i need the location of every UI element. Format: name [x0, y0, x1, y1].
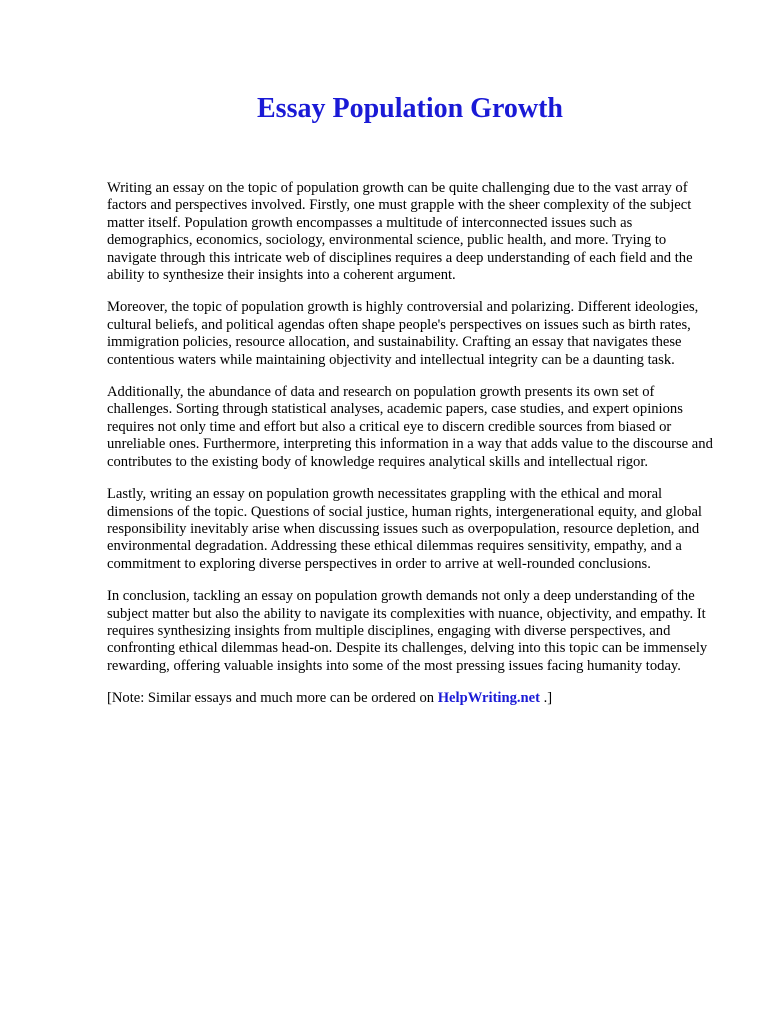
paragraph-3: Additionally, the abundance of data and research on population growth presents its own set of challenges. Sorting through statistical analyses, academic papers, case studies, and expert opinions requires not only time and effort but also a critical eye to discern credible sources from biased or unreliable ones. Furthermore, interpreting this information in a way that adds value to the discourse and contributes to the existing body of knowledge requires analytical skills and intellectual rigor.: [107, 384, 713, 470]
page-title: Essay Population Growth: [257, 93, 563, 124]
paragraph-4: Lastly, writing an essay on population growth necessitates grappling with the ethical and moral dimensions of the topic. Questions of social justice, human rights, intergenerational equity, and global responsibility inevitably arise when discussing issues such as overpopulation, resource depletion, and environmental degradation. Addressing these ethical dilemmas requires sensitivity, empathy, and a commitment to exploring diverse perspectives in order to arrive at well-rounded conclusions.: [107, 486, 702, 572]
paragraph-2: Moreover, the topic of population growth is highly controversial and polarizing. Different ideologies, cultural beliefs, and political agendas often shape people's perspectives on issues such as birth rates, immigration policies, resource allocation, and sustainability. Crafting an essay that navigates these contentious waters while maintaining objectivity and intellectual integrity can be a daunting task.: [107, 299, 699, 368]
note-prefix: [Note: Similar essays and much more can be ordered on: [107, 690, 438, 707]
order-note: [107, 690, 717, 707]
note-suffix: .]: [540, 690, 553, 707]
paragraph-5: In conclusion, tackling an essay on population growth demands not only a deep understanding of the subject matter but also the ability to navigate its complexities with nuance, objectivity, and empathy. It requires synthesizing insights from multiple disciplines, engaging with diverse perspectives, and confronting ethical dilemmas head-on. Despite its challenges, delving into this topic can be immensely rewarding, offering valuable insights into some of the most pressing issues facing humanity today.: [107, 588, 708, 674]
essay-body: [107, 180, 717, 708]
helpwriting-link[interactable]: HelpWriting.net: [437, 690, 540, 707]
paragraph-1: Writing an essay on the topic of population growth can be quite challenging due to the vast array of factors and perspectives involved. Firstly, one must grapple with the sheer complexity of the subject matter itself. Population growth encompasses a multitude of interconnected issues such as demographics, economics, sociology, environmental science, public health, and more. Trying to navigate through this intricate web of disciplines requires a deep understanding of each field and the ability to synthesize their insights into a coherent argument.: [107, 180, 693, 284]
